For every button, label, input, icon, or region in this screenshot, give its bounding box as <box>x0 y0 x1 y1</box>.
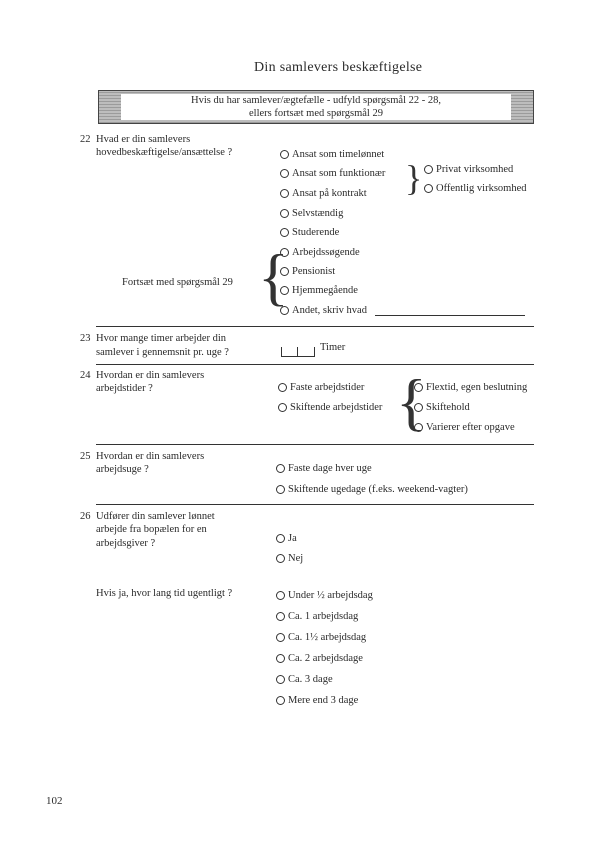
radio-icon[interactable] <box>280 189 289 198</box>
q22-sub-offentlig[interactable]: Offentlig virksomhed <box>424 182 527 195</box>
radio-icon[interactable] <box>276 554 285 563</box>
divider <box>96 326 534 327</box>
page-title: Din samlevers beskæftigelse <box>254 60 423 75</box>
q22-option-arbejdssoegende[interactable]: Arbejdssøgende <box>280 246 360 259</box>
q26-followup-2-days[interactable]: Ca. 2 arbejdsdage <box>276 652 363 665</box>
q26-followup-1-day[interactable]: Ca. 1 arbejdsdag <box>276 610 358 623</box>
radio-icon[interactable] <box>276 654 285 663</box>
radio-icon[interactable] <box>280 150 289 159</box>
q24-sub-flextid[interactable]: Flextid, egen beslutning <box>414 381 527 394</box>
q26-follow-up-question: Hvis ja, hvor lang tid ugentligt ? <box>96 588 233 599</box>
radio-icon[interactable] <box>280 169 289 178</box>
q26-followup-under-half[interactable]: Under ½ arbejdsdag <box>276 589 373 602</box>
q23-text-line2: samlever i gennemsnit pr. uge ? <box>96 347 229 358</box>
q23-number: 23 <box>80 333 91 344</box>
q24-option-faste[interactable]: Faste arbejdstider <box>278 381 364 394</box>
radio-icon[interactable] <box>280 228 289 237</box>
radio-icon[interactable] <box>276 612 285 621</box>
write-in-line[interactable] <box>375 306 525 316</box>
divider <box>96 504 534 505</box>
q24-number: 24 <box>80 370 91 381</box>
q22-number: 22 <box>80 134 91 145</box>
q26-followup-3-days[interactable]: Ca. 3 dage <box>276 673 333 686</box>
q25-option-faste-dage[interactable]: Faste dage hver uge <box>276 462 372 475</box>
q24-text-line2: arbejdstider ? <box>96 383 153 394</box>
q22-option-pensionist[interactable]: Pensionist <box>280 265 335 278</box>
q22-text-line2: hovedbeskæftigelse/ansættelse ? <box>96 147 233 158</box>
q25-text-line1: Hvordan er din samlevers <box>96 451 205 462</box>
radio-icon[interactable] <box>276 534 285 543</box>
radio-icon[interactable] <box>276 696 285 705</box>
radio-icon[interactable] <box>414 403 423 412</box>
q22-option-hjemmegaaende[interactable]: Hjemmegående <box>280 284 358 297</box>
q22-continue-note: Fortsæt med spørgsmål 29 <box>122 277 233 288</box>
q24-sub-varierer[interactable]: Varierer efter opgave <box>414 421 515 434</box>
radio-icon[interactable] <box>414 383 423 392</box>
q26-number: 26 <box>80 511 91 522</box>
hours-input-box[interactable] <box>281 344 315 362</box>
page-number: 102 <box>46 795 63 807</box>
q22-sub-privat[interactable]: Privat virksomhed <box>424 163 513 176</box>
q22-option-studerende[interactable]: Studerende <box>280 226 339 239</box>
divider <box>96 444 534 445</box>
q22-option-selvstaendig[interactable]: Selvstændig <box>280 207 343 220</box>
q26-text-line2: arbejde fra bopælen for en <box>96 524 207 535</box>
radio-icon[interactable] <box>278 383 287 392</box>
q25-number: 25 <box>80 451 91 462</box>
radio-icon[interactable] <box>276 675 285 684</box>
q26-text-line3: arbejdsgiver ? <box>96 538 156 549</box>
q24-sub-skiftehold[interactable]: Skiftehold <box>414 401 470 414</box>
banner-line-2: ellers fortsæt med spørgsmål 29 <box>249 108 383 119</box>
radio-icon[interactable] <box>280 209 289 218</box>
radio-icon[interactable] <box>424 165 433 174</box>
right-brace-icon: } <box>405 158 423 198</box>
radio-icon[interactable] <box>276 464 285 473</box>
q22-option-kontrakt[interactable]: Ansat på kontrakt <box>280 187 367 200</box>
instruction-banner <box>98 90 534 124</box>
q22-option-timeloennet[interactable]: Ansat som timelønnet <box>280 148 384 161</box>
q22-option-andet[interactable]: Andet, skriv hvad <box>280 304 525 317</box>
q24-option-skiftende[interactable]: Skiftende arbejdstider <box>278 401 382 414</box>
divider <box>96 364 534 365</box>
radio-icon[interactable] <box>424 184 433 193</box>
q23-text-line1: Hvor mange timer arbejder din <box>96 333 227 344</box>
q26-followup-more-than-3[interactable]: Mere end 3 dage <box>276 694 358 707</box>
radio-icon[interactable] <box>278 403 287 412</box>
radio-icon[interactable] <box>276 591 285 600</box>
q22-option-funktionaer[interactable]: Ansat som funktionær <box>280 167 385 180</box>
q26-text-line1: Udfører din samlever lønnet <box>96 511 215 522</box>
banner-line-1: Hvis du har samlever/ægtefælle - udfyld spørgsmål 22 - 28, <box>190 95 442 106</box>
radio-icon[interactable] <box>414 423 423 432</box>
q25-text-line2: arbejdsuge ? <box>96 464 149 475</box>
q26-option-nej[interactable]: Nej <box>276 552 303 565</box>
q22-text-line1: Hvad er din samlevers <box>96 134 191 145</box>
q26-followup-1-5-days[interactable]: Ca. 1½ arbejdsdag <box>276 631 366 644</box>
radio-icon[interactable] <box>276 485 285 494</box>
q25-option-skiftende-ugedage[interactable]: Skiftende ugedage (f.eks. weekend-vagter) <box>276 483 468 496</box>
q26-option-ja[interactable]: Ja <box>276 532 297 545</box>
left-brace-icon: { <box>258 241 289 312</box>
left-brace-icon: { <box>396 366 427 437</box>
q23-unit-label: Timer <box>320 342 346 353</box>
radio-icon[interactable] <box>276 633 285 642</box>
q24-text-line1: Hvordan er din samlevers <box>96 370 205 381</box>
